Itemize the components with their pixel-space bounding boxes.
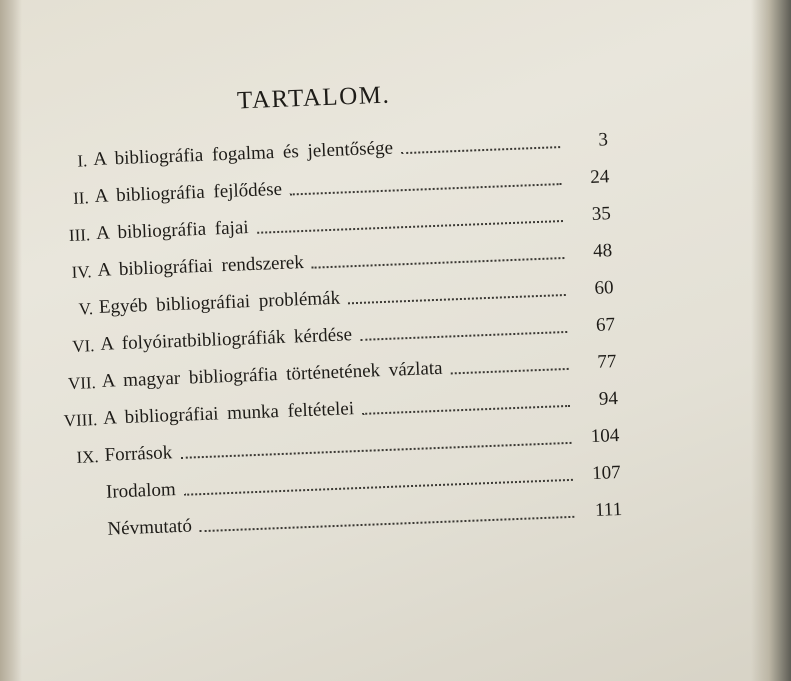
entry-page: 48: [592, 240, 613, 262]
entry-page: 111: [594, 498, 623, 522]
leader-dots: [257, 220, 563, 234]
entry-number: I.: [77, 151, 88, 171]
entry-number: IV.: [71, 262, 92, 282]
page-edge-shadow: [751, 0, 791, 681]
entry-number: VIII.: [63, 410, 98, 431]
entry-label: Források: [104, 442, 173, 466]
entry-page: 67: [595, 314, 616, 336]
entry-number: VI.: [71, 336, 95, 356]
entry-number: [58, 541, 102, 543]
entry-page: 60: [594, 277, 614, 299]
entry-page: 104: [590, 425, 620, 448]
leader-dots: [362, 405, 570, 415]
entry-label: A bibliográfiai rendszerek: [97, 252, 305, 281]
leader-dots: [348, 294, 566, 304]
entry-number: [57, 504, 101, 506]
entry-page: 24: [589, 166, 610, 188]
entry-label: A bibliográfia fejlődése: [94, 178, 283, 207]
entry-label: A bibliográfia fajai: [95, 217, 249, 244]
toc-title: TARTALOM.: [236, 81, 391, 115]
entry-number: II.: [72, 188, 90, 208]
leader-dots: [312, 257, 565, 269]
entry-page: 3: [598, 129, 609, 151]
entry-label: Névmutató: [107, 515, 193, 540]
entry-label: Irodalom: [105, 479, 177, 503]
leader-dots: [290, 183, 561, 195]
entry-number: VII.: [67, 373, 97, 394]
entry-page: 107: [591, 462, 622, 485]
entry-page: 94: [598, 388, 619, 410]
entry-number: V.: [78, 299, 94, 319]
leader-dots: [180, 442, 571, 459]
page-gutter-shadow: [0, 0, 22, 681]
entry-label: Egyéb bibliográfiai problémák: [98, 287, 341, 318]
entry-label: A bibliográfia fogalma és jelentősége: [92, 137, 394, 171]
entry-page: 77: [597, 351, 617, 373]
entry-label: A bibliográfiai munka feltételei: [102, 398, 355, 429]
table-of-contents: [40, 50, 697, 540]
leader-dots: [451, 368, 569, 375]
leader-dots: [360, 331, 567, 341]
entry-label: A magyar bibliográfia történetének vázlata: [101, 357, 443, 392]
entry-number: IX.: [76, 447, 100, 467]
leader-dots: [184, 479, 573, 496]
entry-label: A folyóiratbibliográfiák kérdése: [99, 324, 353, 355]
entry-number: III.: [68, 225, 91, 246]
entry-page: 35: [591, 203, 612, 225]
leader-dots: [401, 146, 560, 154]
leader-dots: [200, 516, 574, 532]
